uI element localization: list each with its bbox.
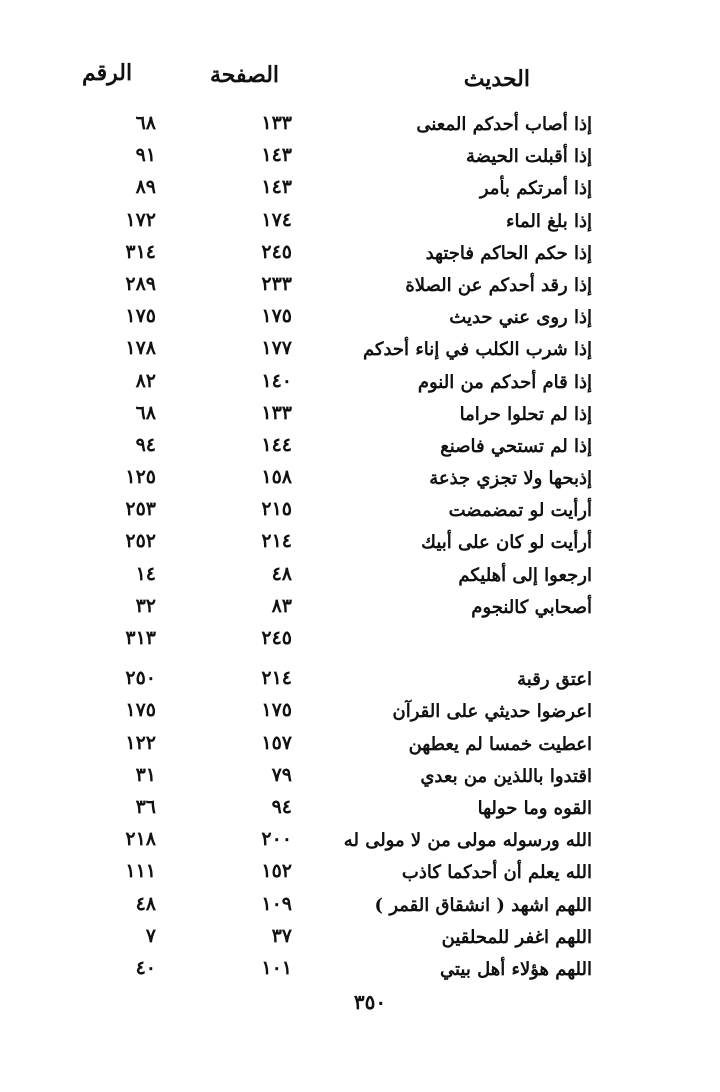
page-ref: ١٠٩ — [261, 892, 292, 915]
page-ref: ٨٣ — [271, 594, 292, 617]
table-row — [0, 921, 720, 953]
page-ref: ١٧٧ — [261, 337, 292, 360]
table-row — [0, 591, 720, 623]
hadith-number: ١٧٢ — [125, 208, 156, 231]
hadith-text: إذا حكم الحاكم فاجتهد — [425, 242, 592, 264]
table-row — [0, 237, 720, 269]
hadith-text: إذا أصاب أحدكم المعنى — [416, 114, 592, 135]
page-ref: ٢٣٣ — [261, 272, 292, 295]
page-ref: ١٤٣ — [261, 176, 292, 199]
hadith-number: ١٢٥ — [125, 466, 156, 489]
table-row — [0, 333, 720, 365]
hadith-number: ١٧٥ — [125, 305, 156, 328]
page-ref: ١٤٠ — [261, 369, 292, 392]
hadith-number: ٩١ — [135, 144, 156, 167]
hadith-text: إذا شرب الكلب في إناء أحدكم — [362, 339, 592, 361]
hadith-text: اقتدوا باللذين من بعدي — [420, 765, 592, 787]
page-ref: ٣٧ — [271, 924, 292, 947]
hadith-text: اللهم اشهد ( انشقاق القمر ) — [374, 894, 592, 916]
header-hadith: الحديث — [463, 66, 530, 92]
table-row — [0, 824, 720, 856]
table-row — [0, 889, 720, 921]
table-row — [0, 301, 720, 333]
page-ref: ١٧٥ — [261, 305, 292, 328]
hadith-text: الله يعلم أن أحدكما كاذب — [401, 862, 592, 884]
hadith-number: ٩٤ — [135, 433, 156, 456]
table-row — [0, 760, 720, 792]
table-row — [0, 526, 720, 558]
hadith-number: ٨٩ — [135, 176, 156, 199]
hadith-number: ٢٥٣ — [125, 498, 156, 521]
hadith-number: ٣١ — [135, 763, 156, 786]
hadith-text: القوه وما حولها — [477, 797, 592, 819]
hadith-number: ١٢٢ — [125, 731, 156, 754]
page-ref: ١٥٧ — [261, 731, 292, 754]
hadith-text: ارجعوا إلى أهليكم — [458, 564, 592, 586]
hadith-text: إذبحها ولا تجزي جذعة — [429, 468, 592, 490]
hadith-number: ٣٢ — [135, 594, 156, 617]
table-row — [0, 140, 720, 172]
table-row — [0, 494, 720, 526]
table-row — [0, 269, 720, 301]
hadith-number: ٤٠ — [135, 956, 156, 979]
hadith-text: اعطيت خمسا لم يعطهن — [408, 733, 592, 755]
page-ref: ٢٤٥ — [261, 240, 292, 263]
hadith-number: ١٧٥ — [125, 699, 156, 722]
hadith-text: اللهم اغفر للمحلقين — [441, 926, 592, 948]
page-ref: ١٧٤ — [261, 208, 292, 231]
hadith-number: ٤٨ — [135, 892, 156, 915]
table-row — [0, 623, 720, 655]
hadith-number: ٦٨ — [135, 401, 156, 424]
hadith-text: إذا لم تحلوا حراما — [459, 403, 592, 425]
hadith-number: ٨٢ — [135, 369, 156, 392]
hadith-number: ٣٦ — [135, 795, 156, 818]
page-ref: ٢١٤ — [261, 667, 292, 690]
hadith-text: اعرضوا حديثي على القرآن — [392, 701, 592, 723]
table-row — [0, 559, 720, 591]
hadith-text: إذا أقبلت الحيضة — [465, 146, 592, 168]
hadith-text: أرأيت لو تمضمضت — [448, 500, 592, 522]
hadith-text: إذا بلغ الماء — [506, 210, 592, 232]
table-header — [0, 58, 720, 98]
table-row — [0, 172, 720, 204]
header-number: الرقم — [82, 60, 133, 86]
page-ref: ١٥٢ — [261, 860, 292, 883]
page-ref: ٧٩ — [271, 763, 292, 786]
page-ref: ١٣٣ — [261, 112, 292, 134]
hadith-number: ٢١٨ — [125, 828, 156, 851]
page-ref: ١٣٣ — [261, 401, 292, 424]
hadith-text: اعتق رقبة — [517, 669, 592, 691]
page-ref: ٢٠٠ — [261, 828, 292, 851]
hadith-text: اللهم هؤلاء أهل بيتي — [439, 958, 592, 980]
hadith-number: ٣١٤ — [125, 240, 156, 263]
hadith-number: ٣١٣ — [125, 627, 156, 649]
table-row — [0, 398, 720, 430]
table-row — [0, 430, 720, 462]
hadith-text: الله ورسوله مولى من لا مولى له — [343, 830, 592, 852]
hadith-number: ١٤ — [135, 562, 156, 585]
hadith-number: ١٧٨ — [125, 337, 156, 360]
hadith-text: إذا رقد أحدكم عن الصلاة — [405, 274, 592, 296]
page-ref: ١٤٤ — [261, 433, 292, 456]
table-row — [0, 856, 720, 888]
hadith-number: ٢٨٩ — [125, 272, 156, 295]
table-row — [0, 792, 720, 824]
hadith-number: ٢٥٢ — [125, 530, 156, 553]
hadith-text: أرأيت لو كان على أبيك — [421, 532, 592, 554]
table-row — [0, 728, 720, 760]
hadith-number: ٧ — [145, 924, 156, 947]
page-ref: ١٥٨ — [261, 466, 292, 489]
hadith-text: إذا روى عني حديث — [449, 307, 592, 329]
hadith-text: إذا لم تستحي فاصنع — [440, 435, 592, 457]
page-ref: ٤٨ — [271, 562, 292, 585]
index-table — [0, 108, 720, 985]
page-ref: ٢١٥ — [261, 498, 292, 521]
hadith-number: ١١١ — [125, 860, 156, 883]
page-ref: ٢١٤ — [261, 530, 292, 553]
hadith-number: ٢٥٠ — [125, 667, 156, 690]
page-ref: ٩٤ — [271, 795, 292, 818]
table-row — [0, 108, 720, 140]
page-ref: ١٧٥ — [261, 699, 292, 722]
page-number: ٣٥٠ — [353, 990, 387, 1014]
hadith-number: ٦٨ — [135, 112, 156, 134]
hadith-text: إذا قام أحدكم من النوم — [417, 371, 592, 393]
table-row — [0, 205, 720, 237]
table-row — [0, 695, 720, 727]
page-ref: ١٤٣ — [261, 144, 292, 167]
hadith-text: إذا أمرتكم بأمر — [479, 178, 592, 200]
page-ref: ٢٤٥ — [261, 627, 292, 649]
page-ref: ١٠١ — [261, 956, 292, 979]
table-row — [0, 663, 720, 695]
hadith-text: أصحابي كالنجوم — [471, 596, 592, 618]
table-row — [0, 953, 720, 985]
header-page: الصفحة — [210, 62, 280, 88]
table-row — [0, 366, 720, 398]
table-row — [0, 462, 720, 494]
